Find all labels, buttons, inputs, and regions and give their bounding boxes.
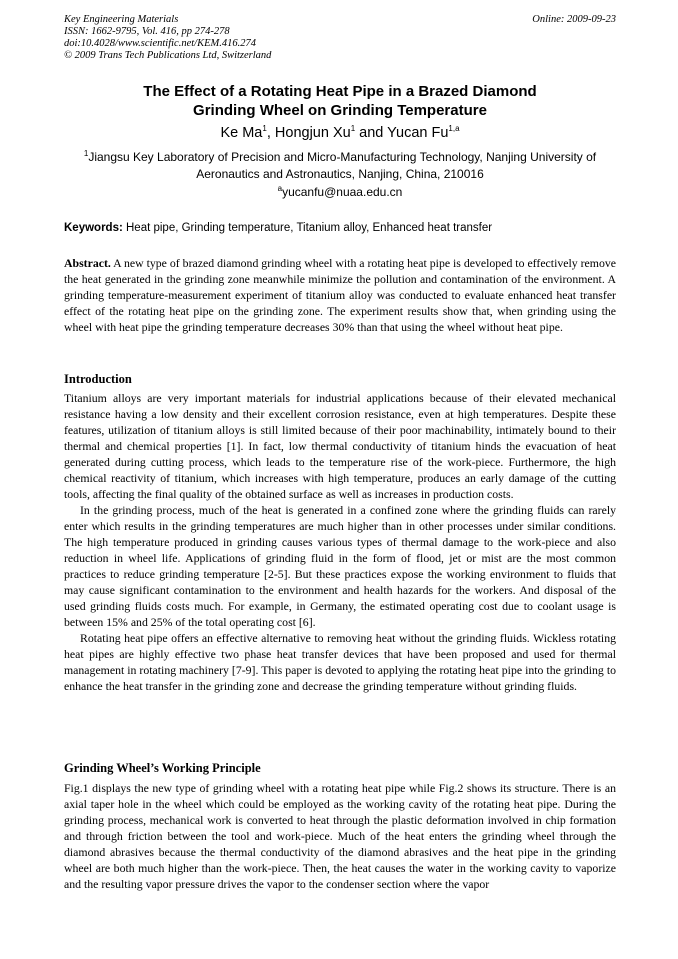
paragraph: Rotating heat pipe offers an effective alternative to removing heat without the grinding fluids. Wickless rotating heat pipes are highly effective two phase heat transfer devices that have been proposed and used for thermal management in rotating machinery [7-9]. This paper is devoted to applying the rotating heat pipe into the grinding to enhance the heat transfer in the grinding zone and decrease the grinding temperature without grinding fluids. [64, 631, 616, 693]
journal-issn: ISSN: 1662-9795, Vol. 416, pp 274-278 [64, 26, 230, 37]
email-mark: a [277, 184, 283, 193]
journal-copyright: © 2009 Trans Tech Publications Ltd, Switzerland [64, 50, 272, 61]
abstract [64, 255, 616, 335]
email-address: yucanfu@nuaa.edu.cn [282, 185, 403, 199]
author-list [64, 124, 616, 142]
abstract-label: Abstract. [64, 256, 111, 270]
paragraph: Fig.1 displays the new type of grinding wheel with a rotating heat pipe while Fig.2 shows its structure. There is an axial taper hole in the wheel which could be employed as the working cavity of the rotating heat pipe. During the grinding process, mechanical work is converted to heat through the plastic deformation involved in chip formation and through friction between the tool and work-piece. Much of the heat enters the grinding wheel through the diamond abrasives because the thermal conductivity of the diamond abrasives and the heat pipe in the grinding wheel are both much higher than the work-piece. Then, the heat causes the water in the working cavity to vaporize and the resulting vapor pressure drives the vapor to the condenser section where the vapor [64, 781, 616, 891]
online-date: Online: 2009-09-23 [532, 14, 616, 25]
keywords [64, 220, 616, 236]
affiliation [64, 149, 616, 183]
section-heading-working-principle: Grinding Wheel’s Working Principle [64, 761, 261, 775]
introduction-section [64, 390, 616, 694]
author-separator: and [355, 125, 388, 141]
abstract-text: A new type of brazed diamond grinding wheel with a rotating heat pipe is developed to effectively remove the heat generated in the grinding zone meanwhile minimize the pollution and contamination of the environment. A grinding temperature-measurement experiment of titanium alloy was conducted to evaluate enhanced heat transfer effect of the rotating heat pipe on the grinding zone. The experiment results show that, when grinding using the wheel with heat pipe the grinding temperature decreases 30% than that using the wheel without heat pipe. [64, 256, 616, 334]
section-heading-introduction: Introduction [64, 372, 132, 386]
author-name: Yucan Fu [387, 125, 449, 141]
journal-header [64, 14, 616, 62]
keywords-text: Heat pipe, Grinding temperature, Titanium alloy, Enhanced heat transfer [122, 222, 493, 234]
keywords-label: Keywords: [64, 222, 123, 234]
affiliation-mark: 1 [83, 149, 89, 158]
author-separator: , [266, 125, 275, 141]
paragraph: Titanium alloys are very important materials for industrial applications because of their elevated mechanical resistance having a low density and their excellent corrosion resistance, even at high temperatures. Despite these features, utilization of titanium alloys is still limited because of their poor machinability, intimately bound to their thermal and chemical properties [1]. In fact, low thermal conductivity of titanium hinds the evacuation of heat generated during cutting process, which leads to the temperature rise of the work-piece. Furthermore, the high chemical reactivity of titanium, which increases with high temperature, produces an early damage of the cutting tools, affecting the final quality of the obtained surface as well as increases in production costs. [64, 391, 616, 501]
journal-doi: doi:10.4028/www.scientific.net/KEM.416.274 [64, 38, 256, 49]
affiliation-line-1: Jiangsu Key Laboratory of Precision and Micro-Manufacturing Technology, Nanjing University of [88, 150, 597, 164]
title-line-2: Grinding Wheel on Grinding Temperature [193, 102, 487, 119]
affiliation-line-2: Aeronautics and Astronautics, Nanjing, China, 210016 [196, 167, 484, 181]
author-name: Hongjun Xu [274, 125, 351, 141]
author-affiliation-mark: 1,a [448, 124, 460, 134]
author-affiliation-mark: 1 [350, 124, 356, 134]
paper-title [64, 82, 616, 120]
title-line-1: The Effect of a Rotating Heat Pipe in a Brazed Diamond [143, 83, 537, 100]
contact-email [64, 184, 616, 201]
author-name: Ke Ma [220, 125, 263, 141]
paragraph: In the grinding process, much of the heat is generated in a confined zone where the grinding fluids can rarely enter which results in the grinding temperatures are much higher than in other processes under similar conditions. The high temperature produced in grinding causes various types of thermal damage to the work-piece and also reduction in wheel life. Applications of grinding fluid in the form of flood, jet or mist are the most common practices to reduce grinding temperature [2-5]. But these practices expose the working environment to fluids that may cause significant contamination to the environment and health hazards for the workers. And disposal of the used grinding fluids costs much. For example, in Germany, the estimated operating cost due to coolant usage is between 15% and 25% of the total operating cost [6]. [64, 503, 616, 629]
author-affiliation-mark: 1 [262, 124, 267, 134]
working-principle-section [64, 780, 616, 892]
journal-name: Key Engineering Materials [64, 14, 179, 25]
